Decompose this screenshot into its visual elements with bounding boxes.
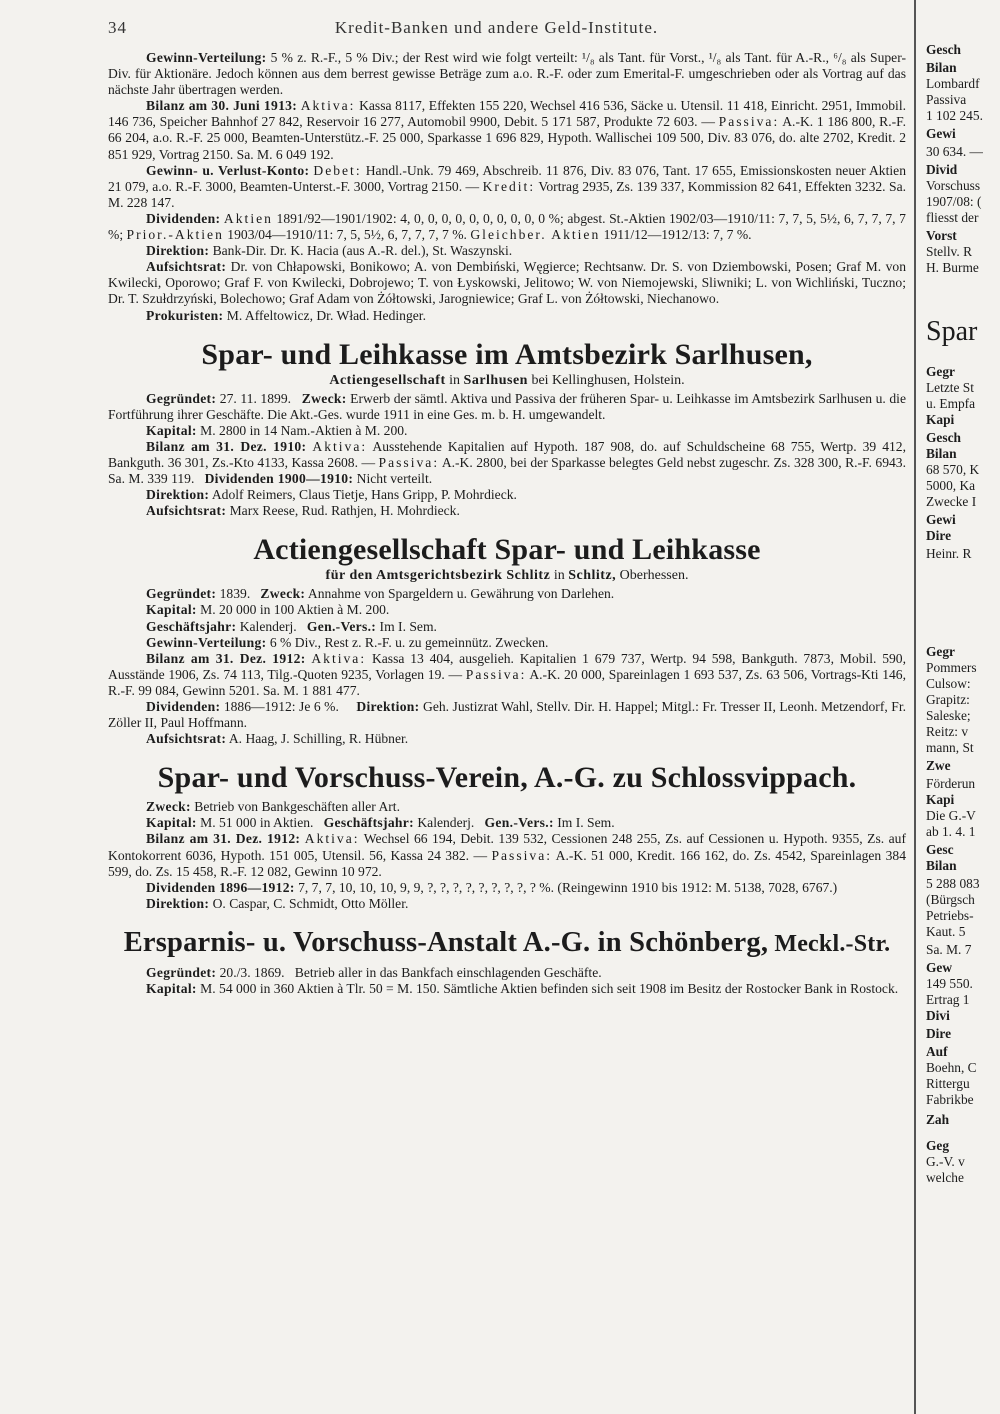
fragment-line: Kapi bbox=[926, 792, 955, 807]
section-continuation bbox=[108, 50, 906, 324]
kapital: Kapital: M. 20 000 in 100 Aktien à M. 200. bbox=[146, 602, 390, 618]
fragment-line: Zah bbox=[926, 1112, 950, 1127]
fragment-line: Gegr bbox=[926, 364, 955, 379]
fragment-line: fliesst der bbox=[926, 210, 979, 225]
column-divider bbox=[914, 0, 916, 1414]
bilanz: Bilanz am 31. Dez. 1912: Aktiva: Wechsel 66 194, Debit. 139 532, Cessionen 248 255, Zs. auf Cessionen u. Hypoth. 9355, Zs. auf Kontokorrent 6036, Hypoth. 151 005, Utensil. 56, Kassa 24 382. — Passiva: A.-K. 51 000, Kredit. 166 162, do. Zs. 4542, Spareinlagen 384 599, do. Zs. 15 458, R.-F. 12 082, Gewinn 10 972. bbox=[108, 831, 906, 879]
fragment-line: Pommers bbox=[926, 660, 977, 675]
fragment-line: Gesch bbox=[926, 430, 961, 445]
fragment-line: Heinr. R bbox=[926, 546, 972, 561]
gegruendet: Gegründet: 20./3. 1869. Betrieb aller in das Bankfach einschlagenden Geschäfte. bbox=[146, 964, 602, 980]
fragment-line: Förderun bbox=[926, 776, 976, 791]
fragment-line: Petriebs- bbox=[926, 908, 974, 923]
bilanz: Bilanz am 30. Juni 1913: Aktiva: Kassa 8117, Effekten 155 220, Wechsel 416 536, Säcke u. Utensil. 11 418, Einricht. 2951, Immobil. 146 736, Speicher Bahnhof 27 842, Reservoir 16 277, Automobil 9900, Debit. 5 171 587, Produkte 72 603. — Passiva: A.-K. 1 186 800, R.-F. 66 204, a.o. R.-F. 25 000, Beamten-Unterstütz.-F. 25 000, Sparkasse 1 696 829, Hypoth. Wallischei 109 500, Div. 83 076, do. alte 2702, Kredit. 2 851 929, Vortrag 2150. Sa. M. 6 049 192. bbox=[108, 98, 906, 162]
company-subtitle: Actiengesellschaft in Sarlhusen bei Kellinghusen, Holstein. bbox=[329, 372, 685, 388]
fragment-line: Divi bbox=[926, 1008, 950, 1023]
adjacent-column-fragment bbox=[922, 0, 1000, 1414]
aufsichtsrat: Aufsichtsrat: Marx Reese, Rud. Rathjen, H. Mohrdieck. bbox=[146, 503, 460, 519]
section-schlossvippach bbox=[108, 761, 906, 912]
geschaeftsjahr: Geschäftsjahr: Kalenderj. Gen.-Vers.: Im I. Sem. bbox=[146, 618, 437, 634]
dividenden: Dividenden: Aktien 1891/92—1901/1902: 4, 0, 0, 0, 0, 0, 0, 0, 0, 0, 0 %; abgest. St.-Aktien 1902/03—1910/11: 7, 7, 5, 5½, 6, 7, 7, 7, 7 %; Prior.-Aktien 1903/04—1910/11: 7, 5, 5½, 6, 7, 7, 7, 7 %. Gleichber. Aktien 1911/12—1912/13: 7, 7 %. bbox=[108, 210, 906, 243]
fragment-line: Zwe bbox=[926, 758, 951, 773]
gegruendet-zweck: Gegründet: 1839. Zweck: Annahme von Spargeldern u. Gewährung von Darlehen. bbox=[146, 586, 615, 602]
gewinn-verlust-konto: Gewinn- u. Verlust-Konto: Debet: Handl.-Unk. 79 469, Abschreib. 11 876, Div. 83 076, Tant. 17 655, Emissionskosten neuer Aktien 21 079, a.o. R.-F. 3000, Beamten-Unterst.-F. 3000, Vortrag 2150. — Kredit: Vortrag 2935, Zs. 139 337, Kommission 82 641, Effekten 3232. Sa. M. 228 147. bbox=[108, 162, 907, 210]
fragment-line: Rittergu bbox=[926, 1076, 970, 1091]
fragment-line: Letzte St bbox=[926, 380, 974, 395]
direktion: Direktion: Adolf Reimers, Claus Tietje, Hans Gripp, P. Mohrdieck. bbox=[146, 487, 517, 503]
company-subtitle: für den Amtsgerichtsbezirk Schlitz in Schlitz, Oberhessen. bbox=[325, 568, 689, 584]
kapital: Kapital: M. 54 000 in 360 Aktien à Tlr. 50 = M. 150. Sämtliche Aktien befinden sich seit 1908 im Besitz der Rostocker Bank in Rostock. bbox=[146, 981, 899, 997]
fragment-line: 1907/08: ( bbox=[926, 194, 982, 209]
dividenden-direktion: Dividenden: 1886—1912: Je 6 %. Direktion: Geh. Justizrat Wahl, Stellv. Dir. H. Happel; Mitgl.: Fr. Tresser II, Leonh. Metzendorf, Fr. Zöller II, Paul Hoffmann. bbox=[108, 699, 906, 731]
page-number: 34 bbox=[108, 18, 127, 37]
fragment-line: Gegr bbox=[926, 644, 955, 659]
fragment-line: Kapi bbox=[926, 412, 955, 427]
fragment-line: Passiva bbox=[926, 92, 967, 107]
fragment-line: Sa. M. 7 bbox=[926, 942, 972, 957]
fragment-line: 149 550. bbox=[926, 976, 973, 991]
fragment-line: Saleske; bbox=[926, 708, 971, 723]
company-title: Ersparnis- u. Vorschuss-Anstalt A.-G. in Schönberg, Meckl.-Str. bbox=[123, 926, 891, 958]
fragment-line: Gewi bbox=[926, 126, 956, 141]
fragment-line: 30 634. — bbox=[926, 144, 983, 159]
fragment-line: Vorschuss bbox=[926, 178, 981, 193]
fragment-line: Geg bbox=[926, 1138, 950, 1153]
company-title: Spar- und Vorschuss-Verein, A.-G. zu Schlossvippach. bbox=[157, 761, 857, 795]
fragment-line: Auf bbox=[926, 1044, 948, 1059]
page-header bbox=[108, 18, 906, 42]
fragment-line: Grapitz: bbox=[926, 692, 970, 707]
fragment-line: Stellv. R bbox=[926, 244, 973, 259]
aufsichtsrat: Aufsichtsrat: Dr. von Chłapowski, Bonikowo; A. von Dembiński, Węgierce; Rechtsanw. Dr. S. von Dziembowski, Posen; Graf M. von Kwilecki, Oporowo; Graf F. von Kwilecki, Dobrojewo; T. von Łyskowski, Jelitowo; W. von Niemojewski, Sliwniki; L. von Wichliński, Tuczno; Dr. T. Szułdrzyński, Bolechowo; Graf Adam von Żółtowski, Jarogniewice; Graf L. von Żółtowski, Niechanowo. bbox=[108, 259, 907, 307]
fragment-line: Bilan bbox=[926, 858, 957, 873]
fragment-line: Fabrikbe bbox=[926, 1092, 974, 1107]
fragment-line: 5000, Ka bbox=[926, 478, 976, 493]
gegruendet-zweck: Gegründet: 27. 11. 1899. Zweck: Erwerb der sämtl. Aktiva und Passiva der früheren Spar- u. Leihkasse im Amtsbezirk Sarlhusen u. die Fortführung ihrer Geschäfte. Die Akt.-Ges. wurde 1911 in eine Ges. m. b. H. umgewandelt. bbox=[108, 390, 906, 422]
section-schlitz bbox=[108, 533, 906, 747]
bilanz: Bilanz am 31. Dez. 1910: Aktiva: Ausstehende Kapitalien auf Hypoth. 187 908, do. auf Schuldscheine 68 755, Wertp. 39 412, Bankguth. 36 301, Zs.-Kto 4133, Kassa 2608. — Passiva: A.-K. 2800, bei der Sparkasse belegtes Geld nebst zugeschr. Zs. 328 300, R.-F. 6943. Sa. M. 339 119. Dividenden 1900—1910: Nicht verteilt. bbox=[108, 438, 906, 487]
fragment-line: H. Burme bbox=[926, 260, 979, 275]
fragment-line: Lombardf bbox=[926, 76, 980, 91]
fragment-line: welche bbox=[926, 1170, 964, 1185]
fragment-line: Dire bbox=[926, 528, 952, 543]
fragment-line: G.-V. v bbox=[926, 1154, 965, 1169]
running-title: Kredit-Banken und andere Geld-Institute. bbox=[334, 18, 659, 37]
company-title: Spar- und Leihkasse im Amtsbezirk Sarlhusen, bbox=[201, 337, 813, 371]
fragment-line: Divid bbox=[926, 162, 958, 177]
fragment-line: Boehn, C bbox=[926, 1060, 977, 1075]
section-sarlhusen bbox=[108, 338, 906, 520]
fragment-line: Die G.-V bbox=[926, 808, 976, 823]
fragment-line: mann, St bbox=[926, 740, 974, 755]
fragment-line: Dire bbox=[926, 1026, 952, 1041]
fragment-line: 1 102 245. bbox=[926, 108, 983, 123]
kapital: Kapital: M. 51 000 in Aktien. Geschäftsjahr: Kalenderj. Gen.-Vers.: Im I. Sem. bbox=[146, 815, 615, 831]
kapital: Kapital: M. 2800 in 14 Nam.-Aktien à M. 200. bbox=[146, 422, 408, 438]
fragment-line: Gew bbox=[926, 960, 953, 975]
aufsichtsrat: Aufsichtsrat: A. Haag, J. Schilling, R. Hübner. bbox=[146, 731, 409, 747]
direktion: Direktion: O. Caspar, C. Schmidt, Otto Möller. bbox=[146, 895, 409, 911]
fragment-line: Gewi bbox=[926, 512, 956, 527]
fragment-line: Bilan bbox=[926, 60, 957, 75]
section-schoenberg bbox=[108, 926, 906, 997]
fragment-line: Culsow: bbox=[926, 676, 971, 691]
fragment-line: Vorst bbox=[926, 228, 957, 243]
dividenden: Dividenden 1896—1912: 7, 7, 7, 10, 10, 10, 9, 9, ?, ?, ?, ?, ?, ?, ?, ?, ? %. (Reingewinn 1910 bis 1912: M. 5138, 7028, 6767.) bbox=[146, 879, 838, 895]
bilanz: Bilanz am 31. Dez. 1912: Aktiva: Kassa 13 404, ausgelieh. Kapitalien 1 679 737, Wertp. 94 598, Bankguth. 7873, Mobil. 590, Ausstände 1906, Zs. 74 113, Tilg.-Quoten 9235, Vorlagen 19. — Passiva: A.-K. 20 000, Spareinlagen 1 693 537, Zs. 63 506, Vortrags-Kti 146, R.-F. 99 084, Gewinn 5201. Sa. M. 1 881 477. bbox=[108, 650, 907, 698]
fragment-line: ab 1. 4. 1 bbox=[926, 824, 976, 839]
fragment-line: Reitz: v bbox=[926, 724, 969, 739]
fragment-line: Spar bbox=[926, 316, 978, 347]
gewinn-verteilung: Gewinn-Verteilung: 5 % z. R.-F., 5 % Div.; der Rest wird wie folgt verteilt: ¹/₈ als Tant. für Vorst., ¹/₈ als Tant. für A.-R., ⁶/₈ als Super-Div. für Aktionäre. Jedoch können aus dem berrest gewisse Beträge zum a.o. R.-F. oder zum Emerital-F. umgeschrieben oder als Vortrag auf das nächste Jahr übertragen werden. bbox=[108, 50, 906, 98]
zweck: Zweck: Betrieb von Bankgeschäften aller Art. bbox=[146, 799, 400, 815]
fragment-line: Gesch bbox=[926, 42, 961, 57]
fragment-line: 5 288 083 bbox=[926, 876, 980, 891]
company-title: Actiengesellschaft Spar- und Leihkasse bbox=[253, 533, 761, 567]
fragment-line: Kaut. 5 bbox=[926, 924, 966, 939]
gewinn-verteilung: Gewinn-Verteilung: 6 % Div., Rest z. R.-F. u. zu gemeinnütz. Zwecken. bbox=[146, 634, 549, 650]
fragment-line: Ertrag 1 bbox=[926, 992, 970, 1007]
main-column bbox=[108, 18, 906, 997]
fragment-line: Bilan bbox=[926, 446, 957, 461]
fragment-line: Zwecke I bbox=[926, 494, 977, 509]
prokuristen: Prokuristen: M. Affeltowicz, Dr. Wład. Hedinger. bbox=[146, 307, 426, 323]
fragment-line: (Bürgsch bbox=[926, 892, 975, 907]
fragment-line: 68 570, K bbox=[926, 462, 980, 477]
direktion: Direktion: Bank-Dir. Dr. K. Hacia (aus A.-R. del.), St. Waszynski. bbox=[146, 243, 513, 259]
fragment-line: u. Empfa bbox=[926, 396, 976, 411]
fragment-line: Gesc bbox=[926, 842, 954, 857]
